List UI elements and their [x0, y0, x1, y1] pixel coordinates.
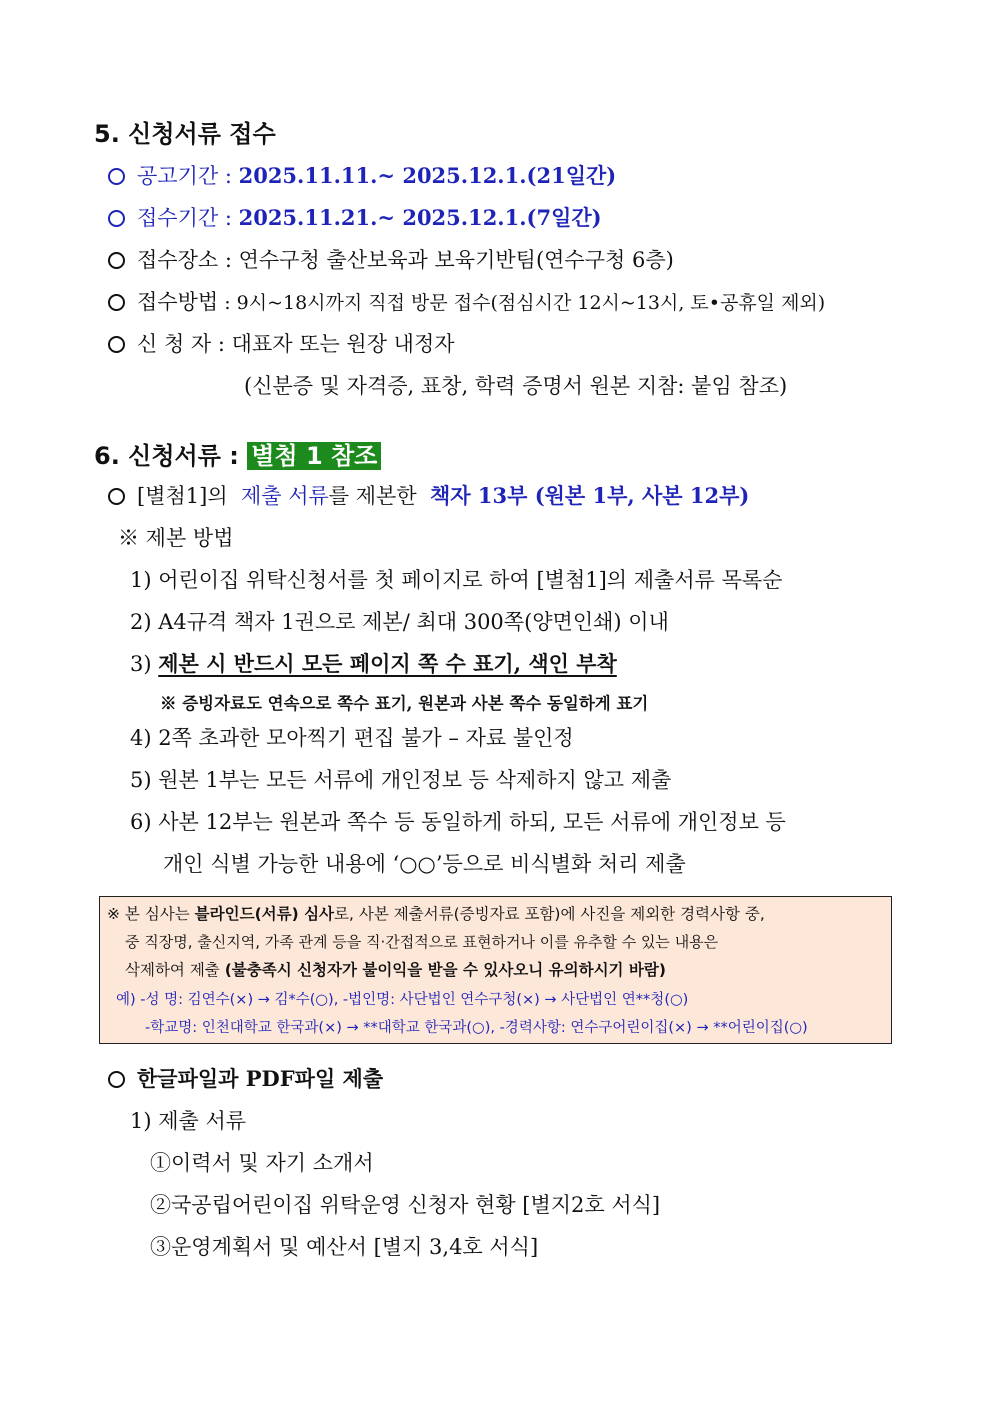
circle-bullet-icon	[108, 294, 125, 311]
section5-item-announce: 공고기간 : 2025.11.11.~ 2025.12.1.(21일간)	[108, 161, 616, 191]
section5-item-receipt: 접수기간 : 2025.11.21.~ 2025.12.1.(7일간)	[108, 203, 602, 233]
circle-bullet-icon	[108, 210, 125, 227]
notice-line-3: 삭제하여 제출 (불충족시 신청자가 불이익을 받을 수 있사오니 유의하시기 바람)	[125, 961, 666, 979]
binding-step-6-cont: 개인 식별 가능한 내용에 ‘○○’등으로 비식별화 처리 제출	[163, 852, 686, 876]
section5-item-place: 접수장소 : 연수구청 출산보육과 보육기반팀(연수구청 6층)	[108, 245, 674, 275]
section6-title: 6. 신청서류 : 별첨 1 참조	[94, 436, 381, 471]
section5-sub-note: (신분증 및 자격증, 표창, 학력 증명서 원본 지참: 붙임 참조)	[244, 374, 788, 398]
section6-title-highlight: 별첨 1 참조	[247, 442, 381, 470]
circle-bullet-icon	[108, 336, 125, 353]
binding-step-1: 1) 어린이집 위탁신청서를 첫 페이지로 하여 [별첨1]의 제출서류 목록순	[130, 568, 783, 592]
section6-item-book: [별첨1]의 제출 서류를 제본한 책자 13부 (원본 1부, 사본 12부)	[108, 481, 749, 511]
notice-example-2: -학교명: 인천대학교 한국과(×) → **대학교 한국과(○), -경력사항: 연수구어린이집(×) → **어린이집(○)	[145, 1020, 808, 1036]
file-item-3: ③운영계획서 및 예산서 [별지 3,4호 서식]	[150, 1235, 539, 1259]
binding-method-title: ※ 제본 방법	[118, 526, 234, 550]
binding-step-2: 2) A4규격 책자 1권으로 제본/ 최대 300쪽(양면인쇄) 이내	[130, 610, 669, 634]
notice-line-2: 중 직장명, 출신지역, 가족 관계 등을 직·간접적으로 표현하거나 이를 유추할 수 있는 내용은	[125, 933, 719, 951]
file-item-2: ②국공립어린이집 위탁운영 신청자 현황 [별지2호 서식]	[150, 1193, 661, 1217]
notice-example-1: 예) -성 명: 김연수(×) → 김*수(○), -법인명: 사단법인 연수구청(×) → 사단법인 연**청(○)	[116, 992, 689, 1008]
section5-title: 5. 신청서류 접수	[94, 120, 276, 148]
circle-bullet-icon	[108, 252, 125, 269]
binding-step-6: 6) 사본 12부는 원본과 쪽수 등 동일하게 하되, 모든 서류에 개인정보 등	[130, 810, 786, 834]
notice-line-1: ※ 본 심사는 블라인드(서류) 심사로, 사본 제출서류(증빙자료 포함)에 사진을 제외한 경력사항 중,	[107, 905, 765, 923]
circle-bullet-icon	[108, 488, 125, 505]
binding-step-4: 4) 2쪽 초과한 모아찍기 편집 불가 – 자료 불인정	[130, 726, 574, 750]
binding-step-3-note: ※ 증빙자료도 연속으로 쪽수 표기, 원본과 사본 쪽수 동일하게 표기	[160, 694, 649, 713]
section5-item-method: 접수방법 : 9시~18시까지 직접 방문 접수(점심시간 12시~13시, 토•공휴일 제외)	[108, 287, 825, 318]
binding-step-3: 3) 제본 시 반드시 모든 페이지 쪽 수 표기, 색인 부착	[130, 651, 617, 676]
section5-item-applicant: 신 청 자 : 대표자 또는 원장 내정자	[108, 329, 455, 359]
file-item-1: ①이력서 및 자기 소개서	[150, 1151, 374, 1175]
blind-review-notice-box	[99, 896, 892, 1044]
file-submission-sub: 1) 제출 서류	[130, 1109, 247, 1133]
file-submission-title: 한글파일과 PDF파일 제출	[108, 1064, 383, 1094]
circle-bullet-icon	[108, 1071, 125, 1088]
circle-bullet-icon	[108, 168, 125, 185]
binding-step-5: 5) 원본 1부는 모든 서류에 개인정보 등 삭제하지 않고 제출	[130, 768, 672, 792]
